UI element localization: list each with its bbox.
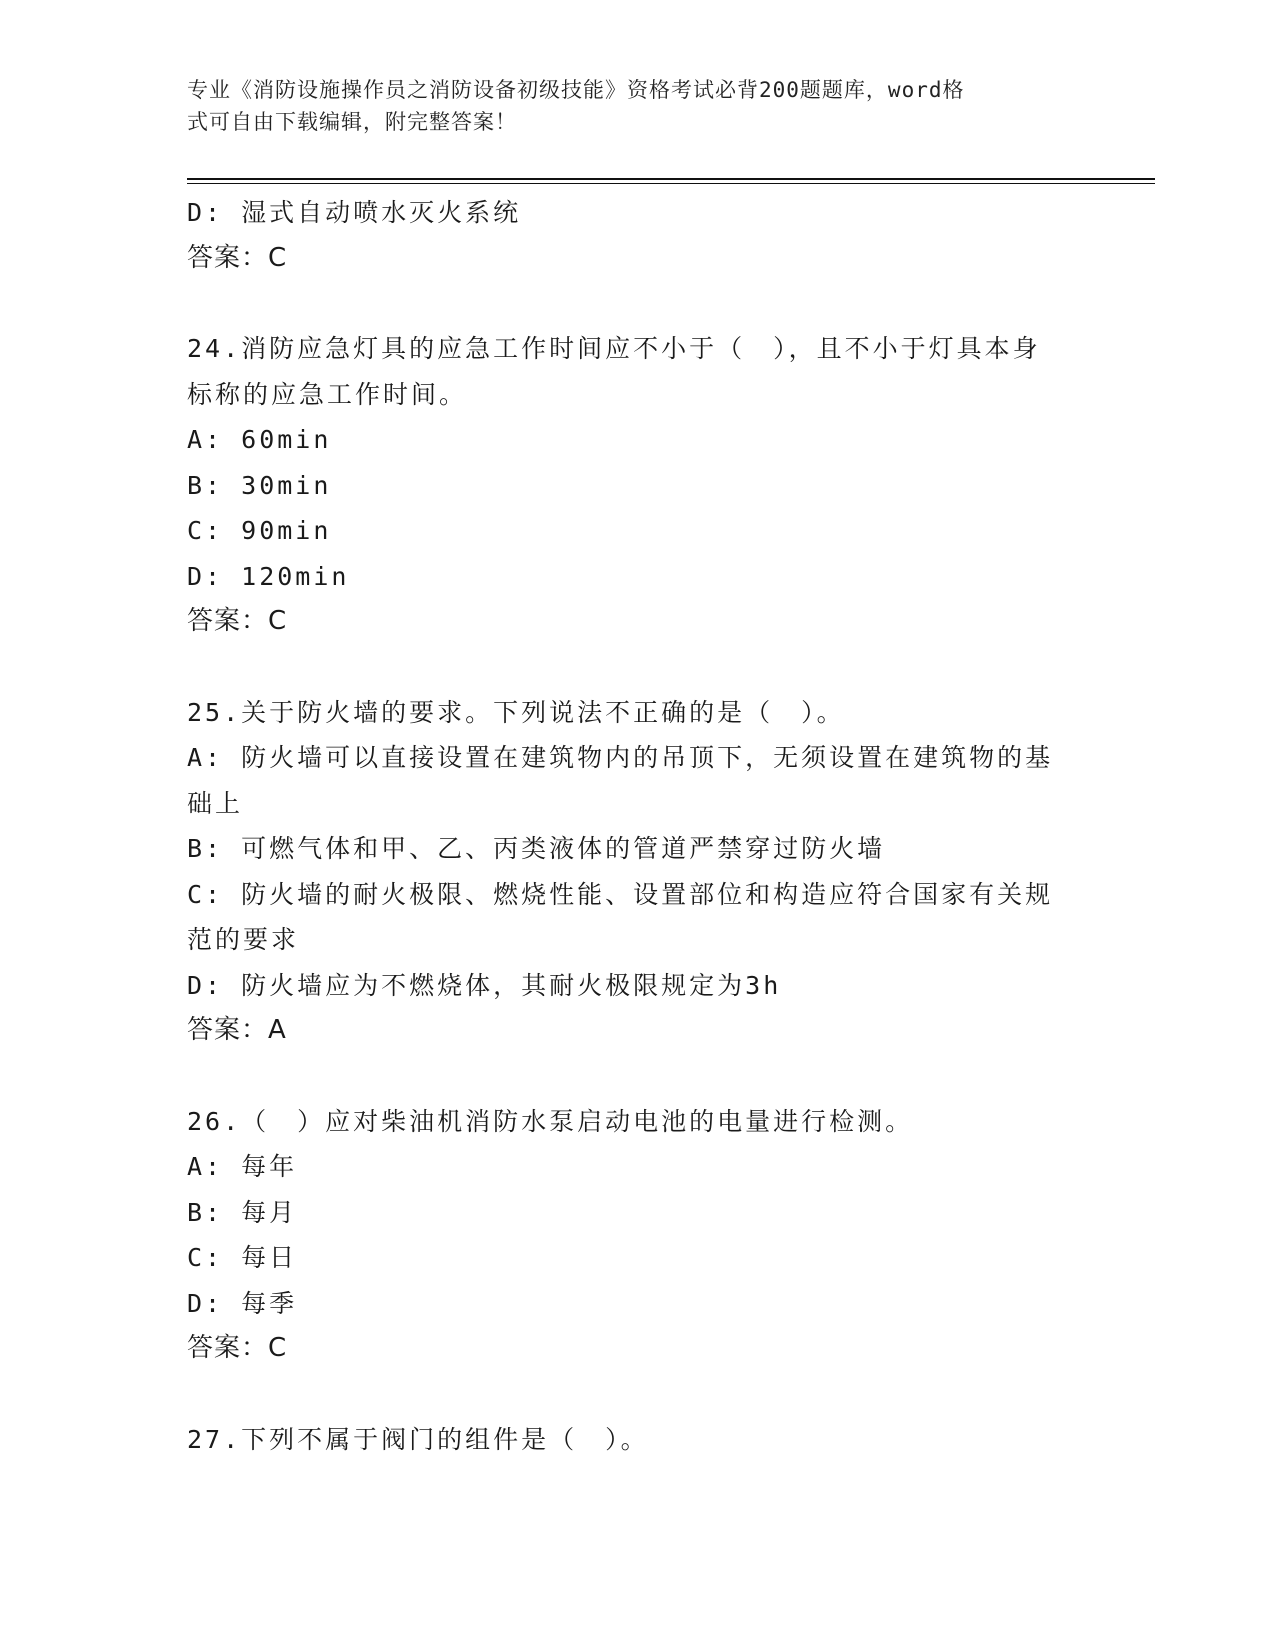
question-23-continued xyxy=(187,190,1087,281)
question-stem: 25.关于防火墙的要求。下列说法不正确的是（ ）。 xyxy=(187,697,845,727)
option-a: A: 防火墙可以直接设置在建筑物内的吊顶下，无须设置在建筑物的基 xyxy=(187,743,1054,772)
header-line-2: 式可自由下载编辑，附完整答案！ xyxy=(187,110,517,134)
question-stem: 27.下列不属于阀门的组件是（ ）。 xyxy=(187,1424,649,1454)
question-25 xyxy=(187,690,1087,1054)
option-d: D: 每季 xyxy=(187,1288,298,1318)
option-a-continued: 础上 xyxy=(187,788,244,818)
option-b: B: 可燃气体和甲、乙、丙类液体的管道严禁穿过防火墙 xyxy=(187,834,886,863)
question-26 xyxy=(187,1099,1087,1372)
option-c: C: 每日 xyxy=(187,1243,298,1272)
option-a: A: 每年 xyxy=(187,1152,298,1181)
option-b: B: 30min xyxy=(187,470,332,500)
answer: 答案：A xyxy=(187,1015,287,1045)
question-stem: 26.（ ）应对柴油机消防水泵启动电池的电量进行检测。 xyxy=(187,1106,914,1136)
option-d: D: 防火墙应为不燃烧体，其耐火极限规定为3h xyxy=(187,970,782,1000)
option-c: C: 90min xyxy=(187,516,332,545)
question-stem: 24.消防应急灯具的应急工作时间应不小于（ ），且不小于灯具本身 xyxy=(187,334,1041,363)
option-d: D: 湿式自动喷水灭火系统 xyxy=(187,198,522,227)
option-c-continued: 范的要求 xyxy=(187,925,300,954)
question-27 xyxy=(187,1417,1087,1463)
header-line-1: 专业《消防设施操作员之消防设备初级技能》资格考试必背200题题库，word格 xyxy=(187,78,965,102)
header-divider-thick xyxy=(187,178,1155,180)
question-content xyxy=(187,190,1087,1462)
page-header xyxy=(187,74,1067,138)
option-d: D: 120min xyxy=(187,561,350,591)
answer: 答案：C xyxy=(187,1333,288,1363)
header-divider-thin xyxy=(187,183,1155,184)
question-24 xyxy=(187,326,1087,645)
option-c: C: 防火墙的耐火极限、燃烧性能、设置部位和构造应符合国家有关规 xyxy=(187,879,1054,909)
option-a: A: 60min xyxy=(187,425,332,454)
answer: 答案：C xyxy=(187,242,288,273)
question-stem-continued: 标称的应急工作时间。 xyxy=(187,379,468,409)
answer: 答案：C xyxy=(187,606,288,636)
option-b: B: 每月 xyxy=(187,1197,298,1227)
